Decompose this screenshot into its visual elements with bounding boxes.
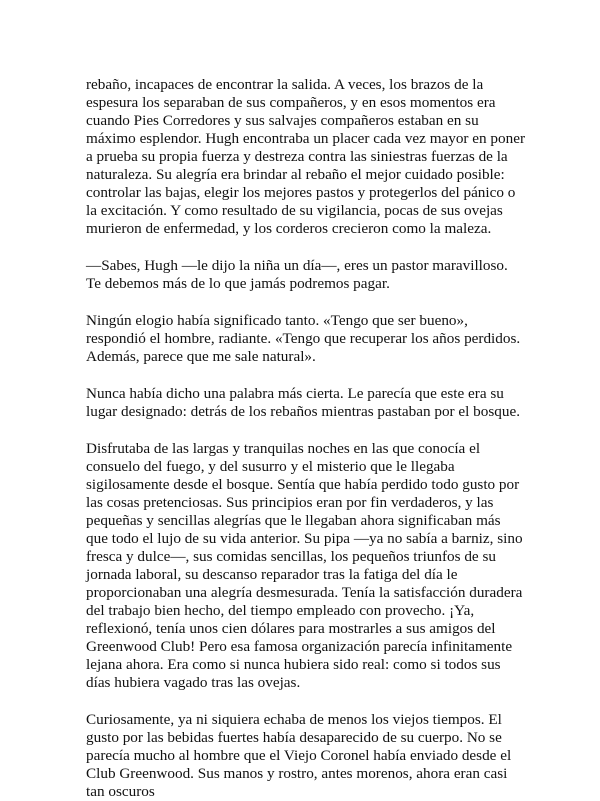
paragraph-2: —Sabes, Hugh —le dijo la niña un día—, eres un pastor maravilloso. Te debemos más de lo que jamás podremos pagar. bbox=[86, 257, 508, 292]
paragraph-3: Ningún elogio había significado tanto. «Tengo que ser bueno», respondió el hombre, radiante. «Tengo que recuperar los años perdidos. Además, parece que me sale natural». bbox=[86, 312, 521, 365]
paragraph-6: Curiosamente, ya ni siquiera echaba de menos los viejos tiempos. El gusto por las bebidas fuertes había desaparecido de su cuerpo. No se parecía mucho al hombre que el Viejo Coronel había enviado desde el Club Greenwood. Sus manos y rostro, antes morenos, ahora eran casi tan oscuros bbox=[86, 711, 512, 800]
paragraph-4: Nunca había dicho una palabra más cierta. Le parecía que este era su lugar designado: detrás de los rebaños mientras pastaban por el bosque. bbox=[86, 385, 520, 420]
paragraph-1: rebaño, incapaces de encontrar la salida. A veces, los brazos de la espesura los separaban de sus compañeros, y en esos momentos era cuando Pies Corredores y sus salvajes compañeros estaban en su máximo esplendor. Hugh encontraba un placer cada vez mayor en poner a prueba su propia fuerza y destreza contra las siniestras fuerzas de la naturaleza. Su alegría era brindar al rebaño el mejor cuidado posible: controlar las bajas, elegir los mejores pastos y protegerlos del pánico o la excitación. Y como resultado de su vigilancia, pocas de sus ovejas murieron de enfermedad, y los corderos crecieron como la maleza. bbox=[86, 76, 525, 237]
paragraph-5: Disfrutaba de las largas y tranquilas noches en las que conocía el consuelo del fuego, y del susurro y el misterio que le llegaba sigilosamente desde el bosque. Sentía que había perdido todo gusto por las cosas pretenciosas. Sus principios eran por fin verdaderos, y las pequeñas y sencillas alegrías que le llegaban ahora significaban más que todo el lujo de su vida anterior. Su pipa —ya no sabía a barniz, sino fresca y dulce—, sus comidas sencillas, los pequeños triunfos de su jornada laboral, su descanso reparador tras la fatiga del día le proporcionaban una alegría desmesurada. Tenía la satisfacción duradera del trabajo bien hecho, del tiempo empleado con provecho. ¡Ya, reflexionó, tenía unos cien dólares para mostrarles a sus amigos del Greenwood Club! Pero esa famosa organización parecía infinitamente lejana ahora. Era como si nunca hubiera sido real: como si todos sus días hubiera vagado tras las ovejas. bbox=[86, 440, 523, 691]
book-page bbox=[86, 76, 526, 801]
